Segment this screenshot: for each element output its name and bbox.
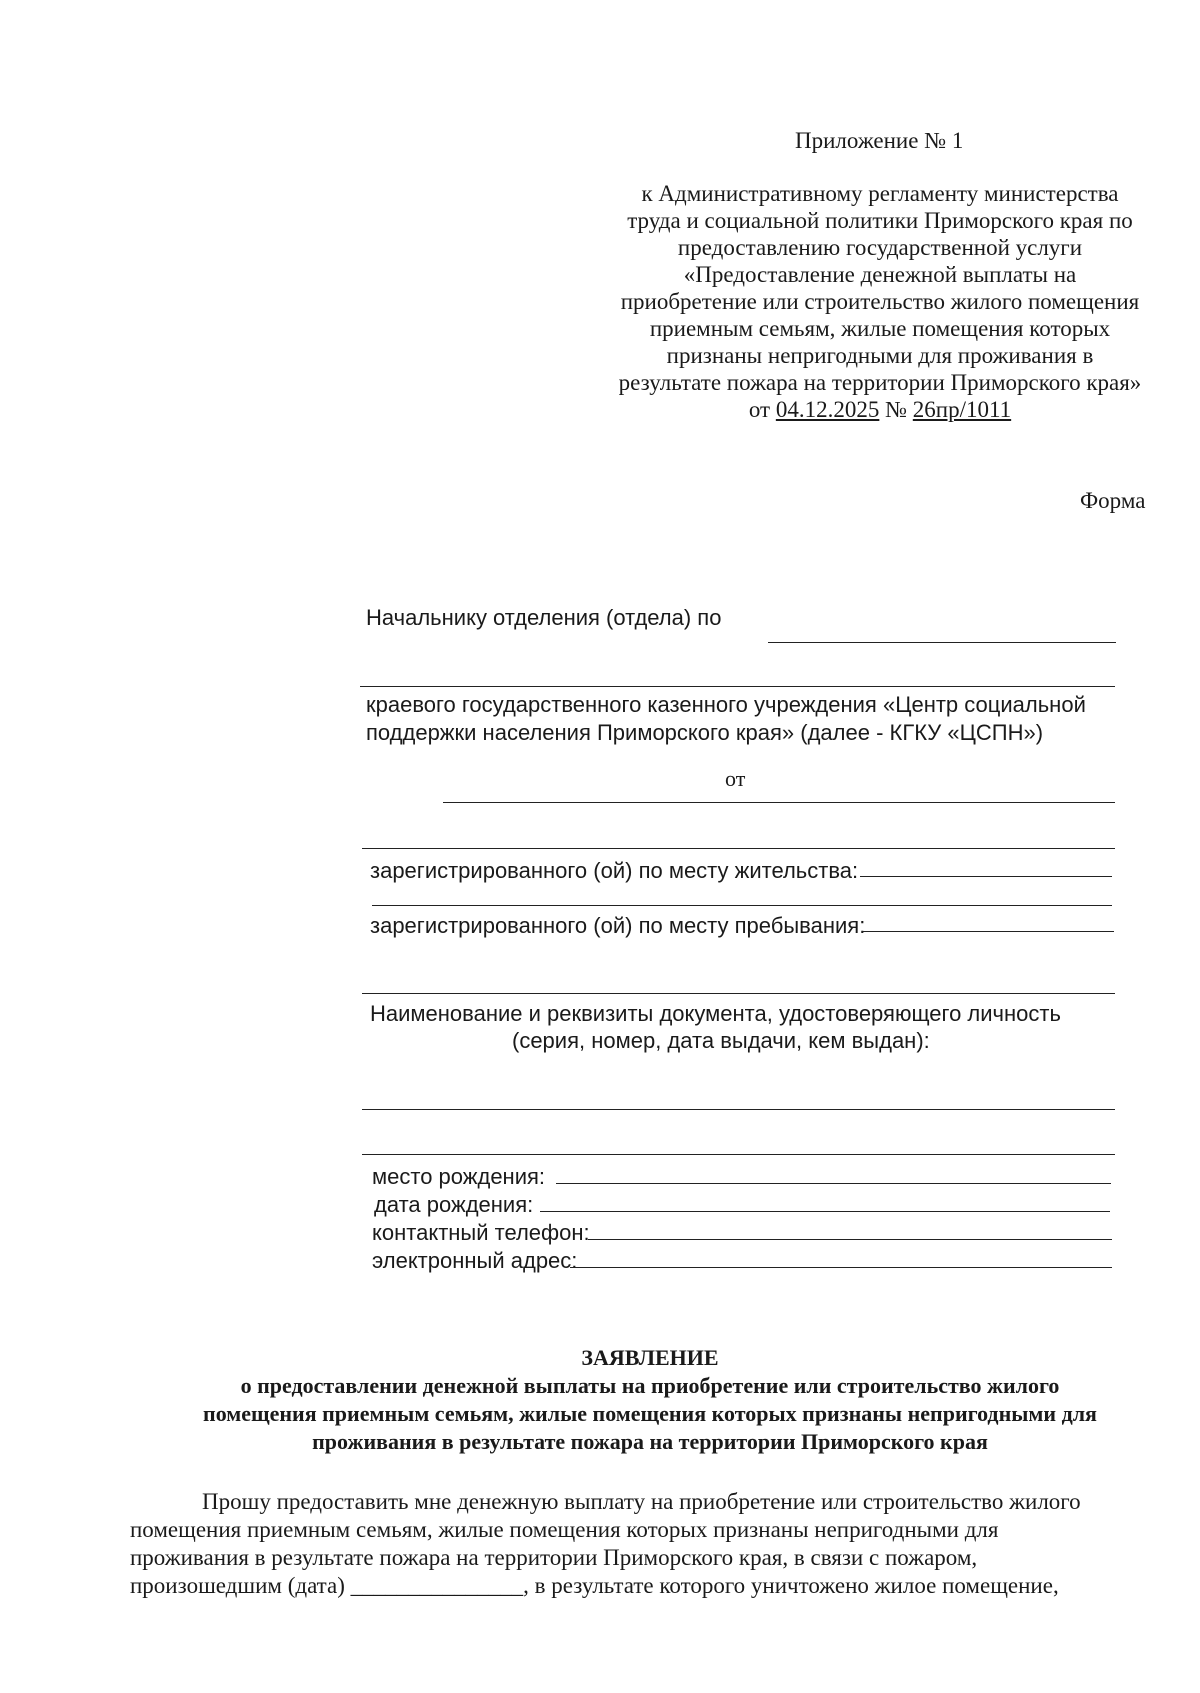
regulation-line: предоставлению государственной услуги bbox=[677, 235, 1083, 260]
body-line: произошедшим (дата) _______________, в результате которого уничтожено жилое помещение, bbox=[130, 1573, 1059, 1598]
regulation-date-line bbox=[590, 396, 1170, 423]
date-prefix: от bbox=[748, 397, 771, 422]
body-line: проживания в результате пожара на территории Приморского края, в связи с пожаром, bbox=[130, 1545, 978, 1570]
residence-input-line-2[interactable] bbox=[372, 905, 1112, 906]
form-label: Форма bbox=[1080, 488, 1146, 513]
to-head-label: Начальнику отделения (отдела) по bbox=[366, 605, 722, 630]
appendix-label: Приложение № 1 bbox=[795, 128, 964, 153]
regulation-line: приемным семьям, жилые помещения которых bbox=[649, 316, 1111, 341]
birthdate-label: дата рождения: bbox=[374, 1192, 534, 1217]
stay-label: зарегистрированного (ой) по месту пребывания: bbox=[370, 913, 866, 938]
number-prefix: № bbox=[885, 397, 908, 422]
statement-body bbox=[130, 1488, 1170, 1600]
regulation-reference bbox=[590, 180, 1170, 423]
subtitle-line: проживания в результате пожара на территории Приморского края bbox=[312, 1429, 988, 1454]
institution-line-2: поддержки населения Приморского края» (далее - КГКУ «ЦСПН») bbox=[366, 720, 1044, 745]
regulation-date: 04.12.2025 bbox=[775, 397, 880, 422]
id-document-line-2[interactable] bbox=[362, 1154, 1115, 1155]
email-label: электронный адрес: bbox=[372, 1248, 578, 1273]
subtitle-line: о предоставлении денежной выплаты на приобретение или строительство жилого bbox=[240, 1373, 1060, 1398]
id-document-hint: (серия, номер, дата выдачи, кем выдан): bbox=[512, 1028, 930, 1053]
institution-line-1: краевого государственного казенного учреждения «Центр социальной bbox=[366, 692, 1086, 717]
residence-label: зарегистрированного (ой) по месту жительства: bbox=[370, 858, 859, 883]
id-document-line-1[interactable] bbox=[362, 1109, 1115, 1110]
statement-title: ЗАЯВЛЕНИЕ bbox=[581, 1345, 719, 1370]
birthdate-input-line[interactable] bbox=[540, 1211, 1110, 1212]
subtitle-line: помещения приемным семьям, жилые помещения которых признаны непригодными для bbox=[203, 1401, 1097, 1426]
birthplace-label: место рождения: bbox=[372, 1164, 546, 1189]
regulation-line: труда и социальной политики Приморского края по bbox=[627, 208, 1133, 233]
regulation-line: приобретение или строительство жилого помещения bbox=[620, 289, 1140, 314]
regulation-line: «Предоставление денежной выплаты на bbox=[683, 262, 1077, 287]
regulation-line: признаны непригодными для проживания в bbox=[666, 343, 1094, 368]
email-input-line[interactable] bbox=[570, 1267, 1112, 1268]
birthplace-input-line[interactable] bbox=[556, 1183, 1111, 1184]
regulation-line: к Административному регламенту министерства bbox=[641, 181, 1119, 206]
residence-input-line[interactable] bbox=[860, 876, 1112, 877]
body-line: Прошу предоставить мне денежную выплату на приобретение или строительство жилого bbox=[202, 1489, 1081, 1514]
phone-label: контактный телефон: bbox=[372, 1220, 590, 1245]
statement-subtitle bbox=[0, 1372, 1200, 1456]
regulation-line: результате пожара на территории Приморского края» bbox=[618, 370, 1142, 395]
regulation-number: 26пр/1011 bbox=[912, 397, 1012, 422]
department-input-line[interactable] bbox=[768, 642, 1116, 643]
applicant-name-line[interactable] bbox=[443, 802, 1115, 803]
id-document-label: Наименование и реквизиты документа, удостоверяющего личность bbox=[370, 1001, 1061, 1026]
stay-input-line-2[interactable] bbox=[362, 993, 1115, 994]
body-line: помещения приемным семьям, жилые помещения которых признаны непригодными для bbox=[130, 1517, 999, 1542]
phone-input-line[interactable] bbox=[588, 1239, 1112, 1240]
stay-input-line[interactable] bbox=[862, 931, 1114, 932]
applicant-name-line-2[interactable] bbox=[362, 848, 1115, 849]
department-input-line-2[interactable] bbox=[360, 686, 1115, 687]
from-label: от bbox=[725, 766, 746, 791]
